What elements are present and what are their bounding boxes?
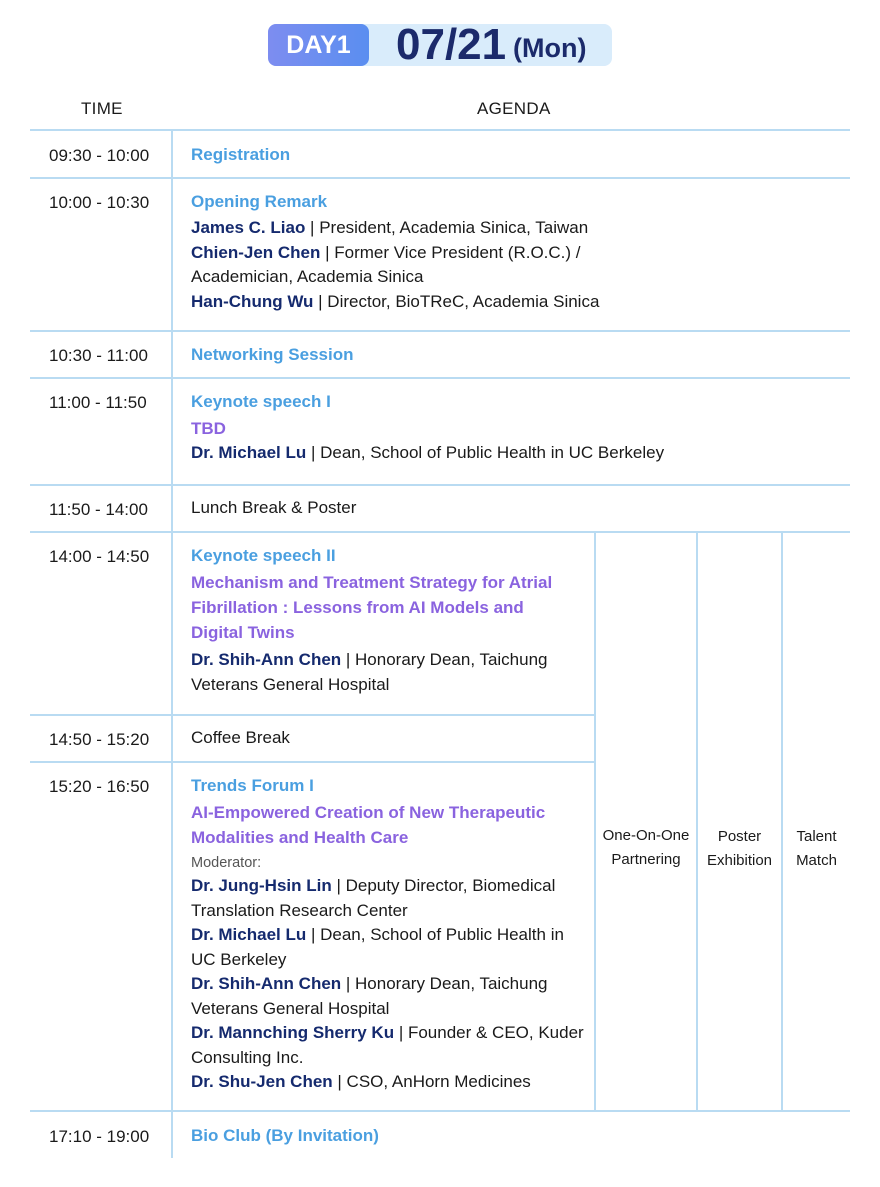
speaker-role: | Honorary Dean, Taichung	[341, 650, 548, 669]
topic-line: Digital Twins	[191, 623, 295, 642]
time-slot: 10:30 - 11:00	[49, 346, 148, 365]
speaker-name: Chien-Jen Chen	[191, 242, 321, 262]
session-keynote-2	[191, 543, 552, 697]
side-label-line: Talent	[796, 828, 837, 845]
time-slot: 14:00 - 14:50	[49, 547, 150, 566]
speaker	[191, 1021, 584, 1070]
session-title: Registration	[191, 145, 291, 164]
speaker-role-cont: Veterans General Hospital	[191, 998, 390, 1018]
speaker-name: James C. Liao	[191, 218, 306, 237]
date: 07/21	[396, 20, 507, 69]
speaker	[191, 241, 599, 290]
speaker	[191, 441, 664, 466]
session-lunch	[191, 496, 356, 521]
time-slot: 10:00 - 10:30	[49, 193, 150, 212]
side-label-line: Poster	[717, 828, 762, 845]
speaker-name: Dr. Shih-Ann Chen	[191, 650, 342, 669]
session-networking	[191, 342, 353, 368]
row-divider	[30, 1110, 850, 1112]
topic-line: Modalities and Health Care	[191, 828, 409, 847]
speaker-role-cont: UC Berkeley	[191, 949, 287, 969]
speaker-role-cont: Translation Research Center	[191, 900, 408, 920]
session-text: Lunch Break & Poster	[191, 498, 357, 517]
speaker-role: | Founder & CEO, Kuder	[394, 1023, 584, 1042]
speaker	[191, 874, 584, 923]
speaker	[191, 923, 584, 972]
row-divider	[30, 761, 595, 763]
session-title: Keynote speech I	[191, 392, 331, 411]
side-label-line: Exhibition	[706, 852, 773, 869]
topic-line: AI-Empowered Creation of New Therapeutic	[191, 803, 546, 822]
row-divider	[30, 714, 595, 716]
row-divider	[30, 531, 850, 533]
speaker-name: Dr. Mannching Sherry Ku	[191, 1023, 395, 1042]
speaker-name: Dr. Jung-Hsin Lin	[191, 876, 332, 895]
weekday: (Mon)	[513, 33, 587, 63]
speaker-role: | Director, BioTReC, Academia Sinica	[313, 291, 600, 311]
speaker	[191, 1070, 584, 1095]
row-divider	[30, 484, 850, 486]
column-divider	[594, 532, 596, 1111]
time-slot: 11:50 - 14:00	[49, 500, 148, 519]
speaker-role: | Honorary Dean, Taichung	[341, 974, 548, 993]
speaker-role-cont: Academician, Academia Sinica	[191, 267, 424, 286]
side-label-line: Match	[796, 852, 837, 869]
session-topic	[191, 800, 584, 850]
session-trends-forum-1	[191, 773, 584, 1095]
speaker-role-cont: Consulting Inc.	[191, 1047, 304, 1067]
time-slot: 17:10 - 19:00	[49, 1127, 150, 1146]
row-divider	[30, 129, 850, 131]
speaker-role: | Dean, School of Public Health in	[306, 925, 564, 944]
session-keynote-1	[191, 389, 664, 466]
time-column-divider	[171, 130, 173, 1158]
time-slot: 11:00 - 11:50	[49, 393, 147, 412]
session-title: Keynote speech II	[191, 546, 336, 565]
session-opening-remark	[191, 189, 599, 314]
speaker-role: | Former Vice President (R.O.C.) /	[320, 242, 581, 262]
agenda-column-header: AGENDA	[477, 99, 551, 118]
speaker	[191, 216, 599, 241]
session-registration	[191, 142, 290, 168]
session-title: Networking Session	[191, 345, 354, 364]
poster-exhibition	[698, 825, 781, 873]
row-divider	[30, 330, 850, 332]
time-slot: 09:30 - 10:00	[49, 146, 150, 165]
speaker	[191, 648, 552, 697]
speaker-role: | Deputy Director, Biomedical	[331, 876, 556, 895]
session-title: Opening Remark	[191, 192, 328, 211]
topic-line: Mechanism and Treatment Strategy for Atrial	[191, 573, 553, 592]
time-column-header: TIME	[81, 99, 123, 118]
speaker-role: | President, Academia Sinica, Taiwan	[305, 218, 589, 237]
side-label-line: Partnering	[611, 851, 681, 868]
speaker-role: | Dean, School of Public Health in UC Berkeley	[306, 443, 665, 462]
day-header	[268, 20, 612, 69]
time-slot: 14:50 - 15:20	[49, 730, 150, 749]
session-text: Coffee Break	[191, 728, 290, 747]
time-slot: 15:20 - 16:50	[49, 777, 150, 796]
speaker-role: | CSO, AnHorn Medicines	[332, 1072, 531, 1091]
speaker	[191, 290, 599, 315]
speaker-name: Dr. Shih-Ann Chen	[191, 974, 342, 993]
speaker-name: Dr. Michael Lu	[191, 925, 307, 944]
column-divider	[781, 532, 783, 1111]
speaker-role-cont: Veterans General Hospital	[191, 674, 390, 694]
speaker-name: Han-Chung Wu	[191, 291, 314, 311]
speaker	[191, 972, 584, 1021]
row-divider	[30, 177, 850, 179]
session-title: Trends Forum I	[191, 776, 314, 795]
moderator-label: Moderator:	[191, 855, 262, 871]
session-bio-club	[191, 1123, 379, 1149]
talent-match	[783, 825, 850, 873]
session-topic	[191, 570, 552, 645]
day-badge: DAY1	[268, 24, 369, 66]
row-divider	[30, 377, 850, 379]
session-topic: TBD	[191, 419, 226, 438]
side-label-line: One-On-One	[602, 827, 690, 844]
speaker-name: Dr. Shu-Jen Chen	[191, 1072, 333, 1091]
column-divider	[696, 532, 698, 1111]
session-title: Bio Club (By Invitation)	[191, 1126, 379, 1145]
speaker-name: Dr. Michael Lu	[191, 443, 307, 462]
one-on-one-partnering	[596, 824, 696, 872]
topic-line: Fibrillation : Lessons from AI Models and	[191, 598, 524, 617]
session-coffee-break	[191, 726, 290, 751]
